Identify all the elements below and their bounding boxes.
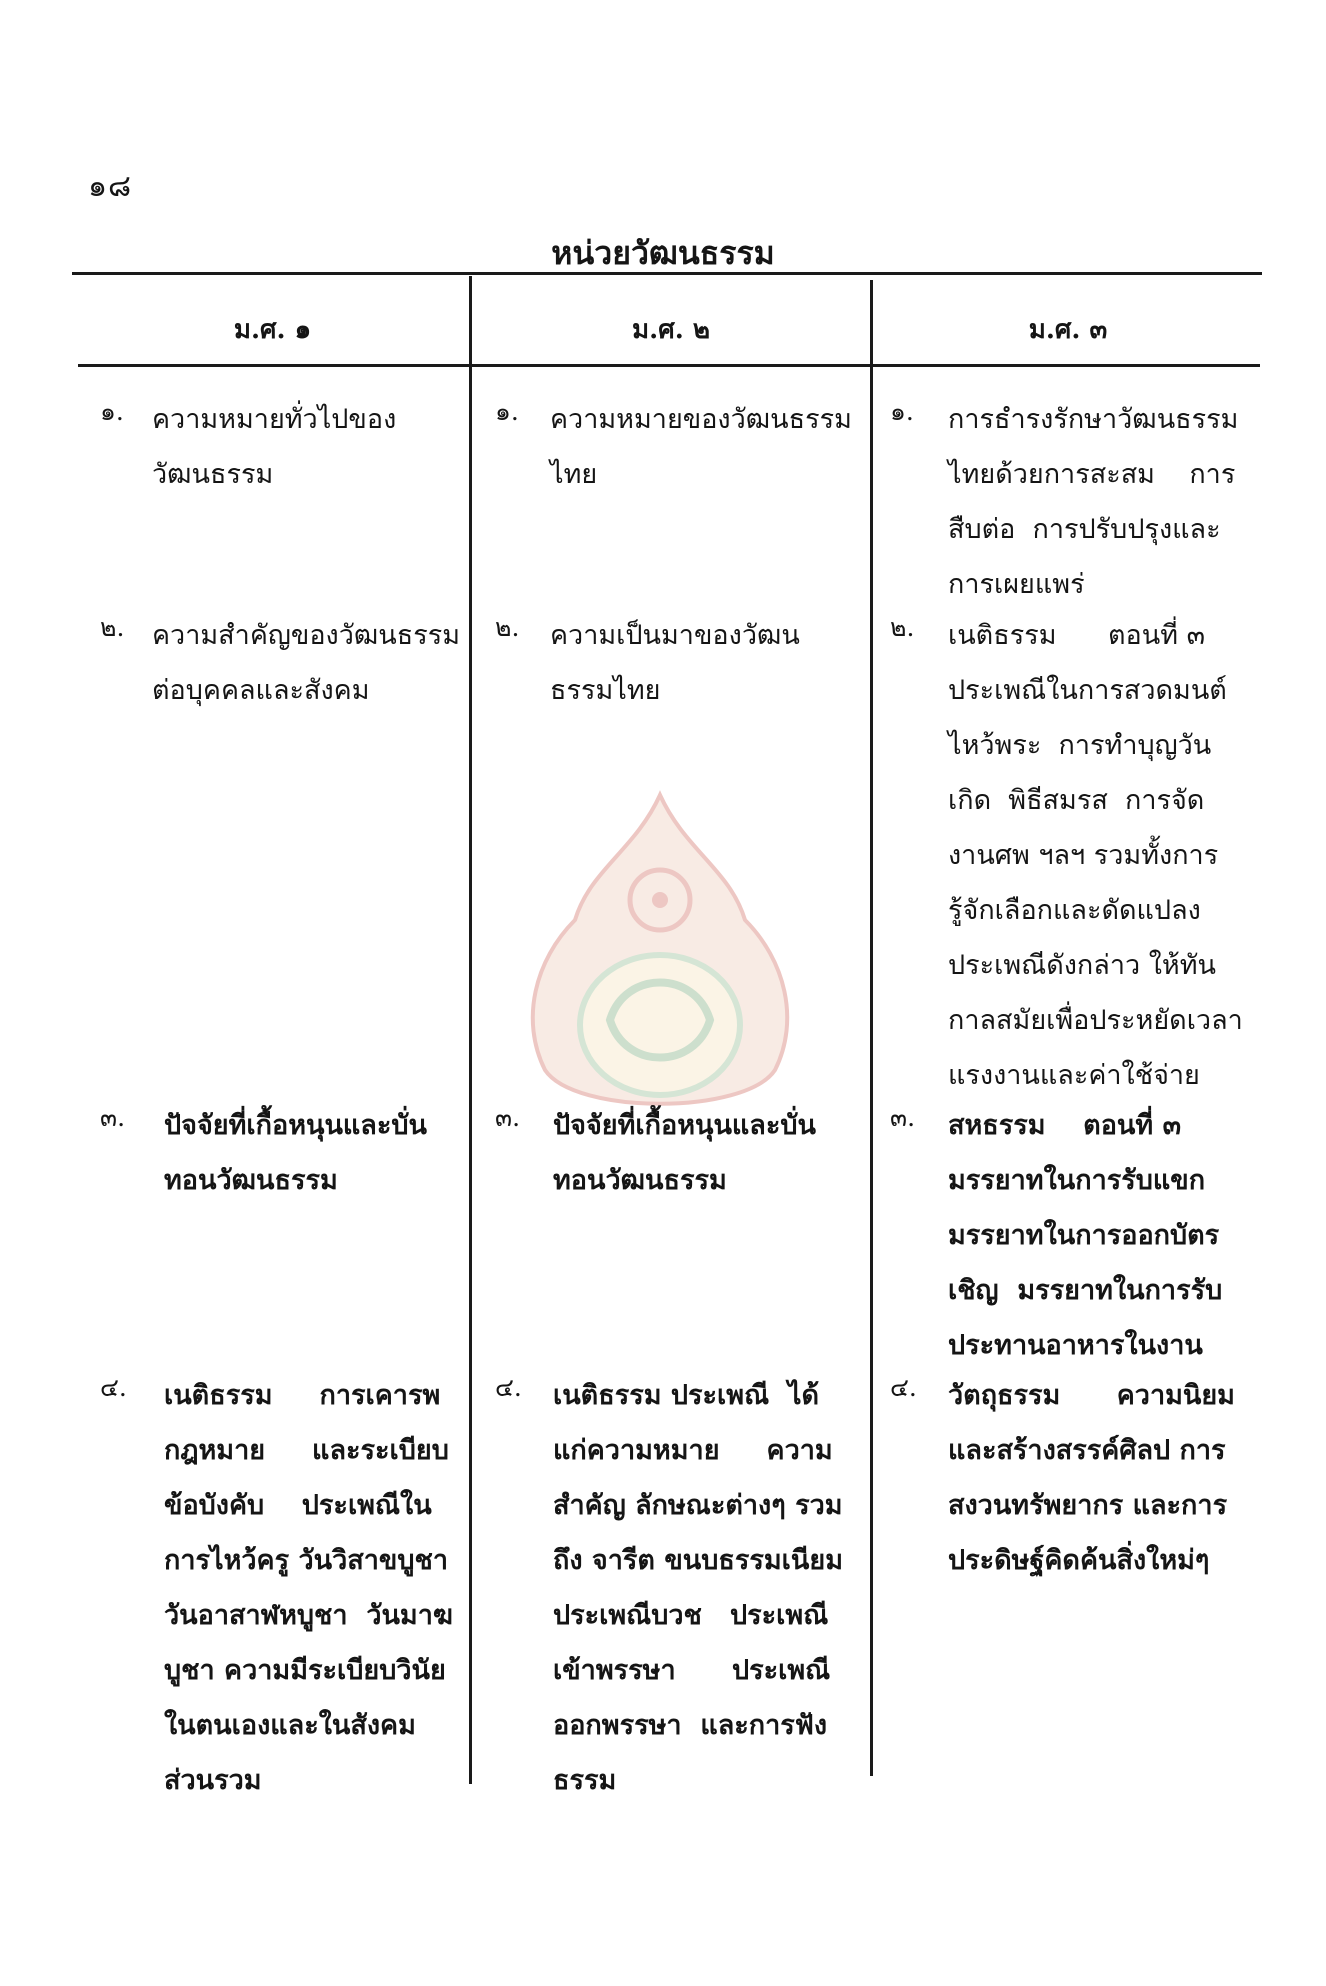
item-text: เนติธรรม ตอนที่ ๓ ประเพณีในการสวดมนต์ ไหว้พระ การทำบุญวัน เกิด พิธีสมรส การจัด งานศพ ฯลฯ รวมทั้งการ รู้จักเลือกและดัดแปลง ประเพณีดังกล่าว ให้ทัน กาลสมัยเพื่อประหยัดเวลา แรงงานและค่าใช้จ่าย (948, 620, 1243, 1091)
institution-seal-watermark (515, 790, 805, 1120)
item-number: ๒. (890, 613, 915, 642)
item-number: ๑. (890, 397, 914, 426)
page-number: ๑๘ (88, 169, 133, 204)
header-bottom-rule (78, 364, 1260, 367)
unit-title: หน่วยวัฒนธรรม (551, 234, 775, 272)
item-text: เนติธรรม การเคารพ กฎหมาย และระเบียบ ข้อบังคับ ประเพณีใน การไหว้ครู วันวิสาขบูชา วันอาสาฬหบูชา วันมาฆ บูชา ความมีระเบียบวินัย ในตนเองและในสังคม ส่วนรวม (164, 1380, 453, 1796)
column-header-3: ม.ศ. ๓ (1028, 315, 1108, 345)
item-number: ๒. (495, 613, 520, 642)
item-number: ๔. (100, 1373, 127, 1402)
item-number: ๔. (890, 1373, 917, 1402)
item-text: ปัจจัยที่เกื้อหนุนและบั่น ทอนวัฒนธรรม (553, 1110, 816, 1196)
column-divider-2 (870, 280, 873, 1776)
item-text: ความหมายของวัฒนธรรม ไทย (550, 404, 852, 490)
item-number: ๑. (100, 397, 124, 426)
item-text: สหธรรม ตอนที่ ๓ มรรยาทในการรับแขก มรรยาทในการออกบัตร เชิญ มรรยาทในการรับ ประทานอาหารในงาน (948, 1110, 1223, 1361)
column-divider-1 (469, 276, 472, 1784)
column-header-1: ม.ศ. ๑ (233, 315, 312, 345)
item-number: ๓. (890, 1103, 916, 1132)
item-text: ความเป็นมาของวัฒน ธรรมไทย (550, 620, 800, 706)
item-text: ปัจจัยที่เกื้อหนุนและบั่น ทอนวัฒนธรรม (164, 1110, 427, 1196)
item-text: การธำรงรักษาวัฒนธรรม ไทยด้วยการสะสม การ สืบต่อ การปรับปรุงและ การเผยแพร่ (948, 404, 1239, 600)
item-number: ๒. (100, 613, 125, 642)
item-number: ๓. (100, 1103, 126, 1132)
column-header-2: ม.ศ. ๒ (632, 315, 710, 345)
item-text: วัตถุธรรม ความนิยม และสร้างสรรค์ศิลป การ สงวนทรัพยากร และการ ประดิษฐ์คิดค้นสิ่งใหม่ๆ (948, 1380, 1235, 1576)
table-top-rule (72, 272, 1262, 275)
item-text: ความสำคัญของวัฒนธรรม ต่อบุคคลและสังคม (152, 620, 461, 706)
item-number: ๔. (495, 1373, 522, 1402)
item-text: ความหมายทั่วไปของ วัฒนธรรม (152, 404, 397, 490)
item-text: เนติธรรม ประเพณี ได้ แก่ความหมาย ความ สำคัญ ลักษณะต่างๆ รวม ถึง จารีต ขนบธรรมเนียม ประเพณีบวช ประเพณี เข้าพรรษา ประเพณี ออกพรรษา และการฟัง ธรรม (553, 1380, 843, 1796)
item-number: ๓. (495, 1103, 521, 1132)
item-number: ๑. (495, 397, 519, 426)
